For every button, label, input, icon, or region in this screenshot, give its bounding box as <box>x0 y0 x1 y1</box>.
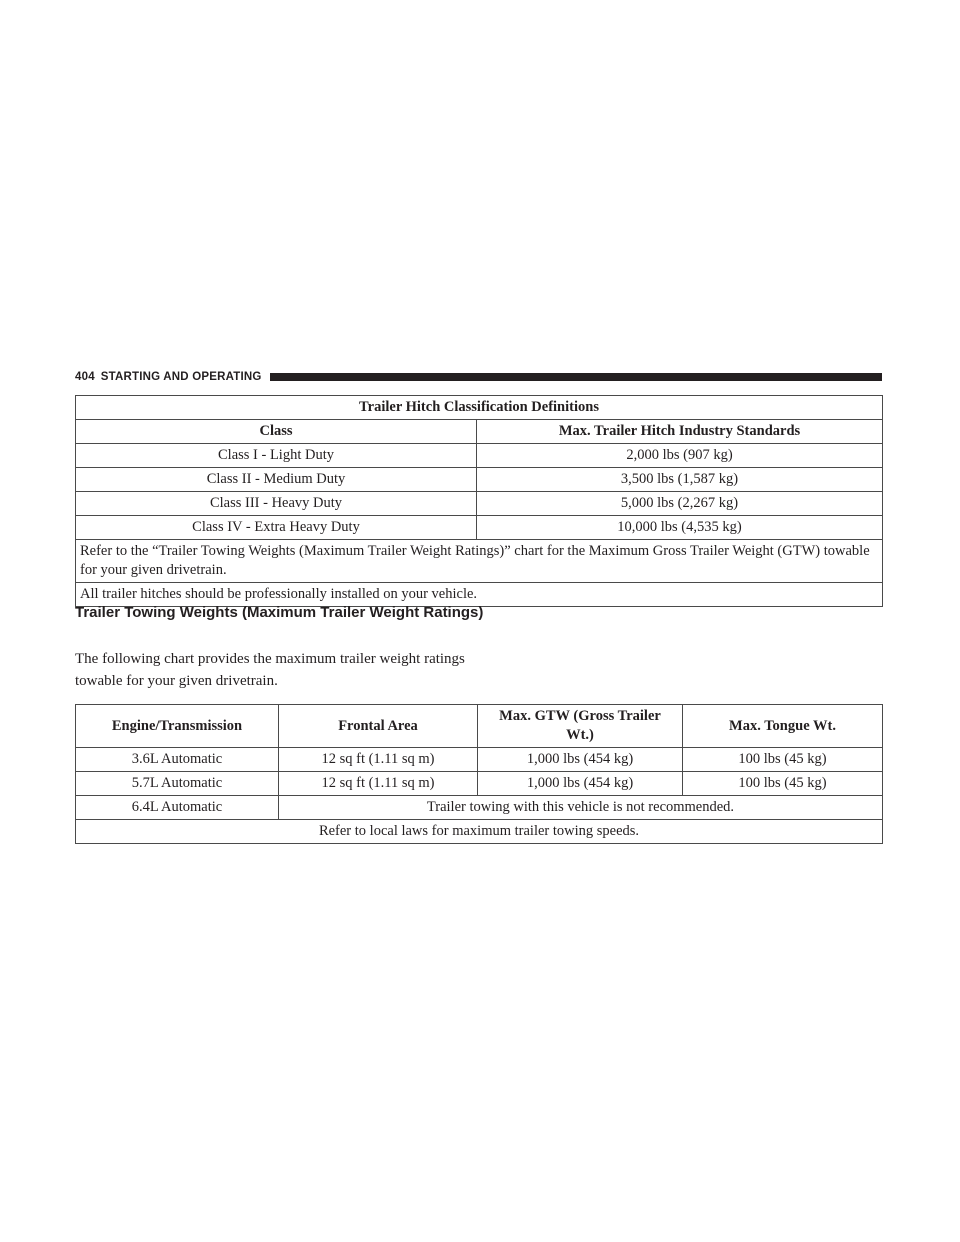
towing-weights-table <box>75 704 883 844</box>
tow-col-tongue: Max. Tongue Wt. <box>683 705 883 748</box>
hitch-table-title: Trailer Hitch Classification Definitions <box>76 396 883 420</box>
hitch-class-cell: Class I - Light Duty <box>76 444 477 468</box>
not-recommended-cell: Trailer towing with this vehicle is not recommended. <box>279 796 883 820</box>
page-header <box>75 370 882 384</box>
tongue-cell: 100 lbs (45 kg) <box>683 772 883 796</box>
header-rule <box>270 373 882 381</box>
towing-section-heading: Trailer Towing Weights (Maximum Trailer Weight Ratings) <box>75 604 484 621</box>
engine-cell: 6.4L Automatic <box>76 796 279 820</box>
hitch-standard-cell: 2,000 lbs (907 kg) <box>477 444 883 468</box>
tow-col-gtw: Max. GTW (Gross Trailer Wt.) <box>478 705 683 748</box>
page-number: 404 <box>75 371 95 383</box>
tow-col-engine: Engine/Transmission <box>76 705 279 748</box>
hitch-col-standard: Max. Trailer Hitch Industry Standards <box>477 420 883 444</box>
hitch-standard-cell: 3,500 lbs (1,587 kg) <box>477 468 883 492</box>
engine-cell: 3.6L Automatic <box>76 748 279 772</box>
hitch-standard-cell: 5,000 lbs (2,267 kg) <box>477 492 883 516</box>
gtw-cell: 1,000 lbs (454 kg) <box>478 748 683 772</box>
towing-speed-note: Refer to local laws for maximum trailer towing speeds. <box>76 820 883 844</box>
engine-cell: 5.7L Automatic <box>76 772 279 796</box>
hitch-note-install: All trailer hitches should be professionally installed on your vehicle. <box>76 583 883 607</box>
tongue-cell: 100 lbs (45 kg) <box>683 748 883 772</box>
hitch-class-cell: Class IV - Extra Heavy Duty <box>76 516 477 540</box>
tow-col-frontal: Frontal Area <box>279 705 478 748</box>
gtw-cell: 1,000 lbs (454 kg) <box>478 772 683 796</box>
hitch-col-class: Class <box>76 420 477 444</box>
table-row <box>76 492 883 516</box>
table-row <box>76 796 883 820</box>
table-row <box>76 748 883 772</box>
hitch-standard-cell: 10,000 lbs (4,535 kg) <box>477 516 883 540</box>
hitch-classification-table <box>75 395 883 607</box>
section-title: STARTING AND OPERATING <box>100 371 262 383</box>
frontal-cell: 12 sq ft (1.11 sq m) <box>279 772 478 796</box>
hitch-class-cell: Class II - Medium Duty <box>76 468 477 492</box>
table-row <box>76 444 883 468</box>
hitch-class-cell: Class III - Heavy Duty <box>76 492 477 516</box>
table-row <box>76 468 883 492</box>
table-row <box>76 772 883 796</box>
towing-intro-paragraph: The following chart provides the maximum trailer weight ratings towable for your given drivetrain. <box>75 651 465 689</box>
hitch-note-gtw: Refer to the “Trailer Towing Weights (Maximum Trailer Weight Ratings)” chart for the Maximum Gross Trailer Weight (GTW) towable for your given drivetrain. <box>76 540 883 583</box>
table-row <box>76 516 883 540</box>
frontal-cell: 12 sq ft (1.11 sq m) <box>279 748 478 772</box>
